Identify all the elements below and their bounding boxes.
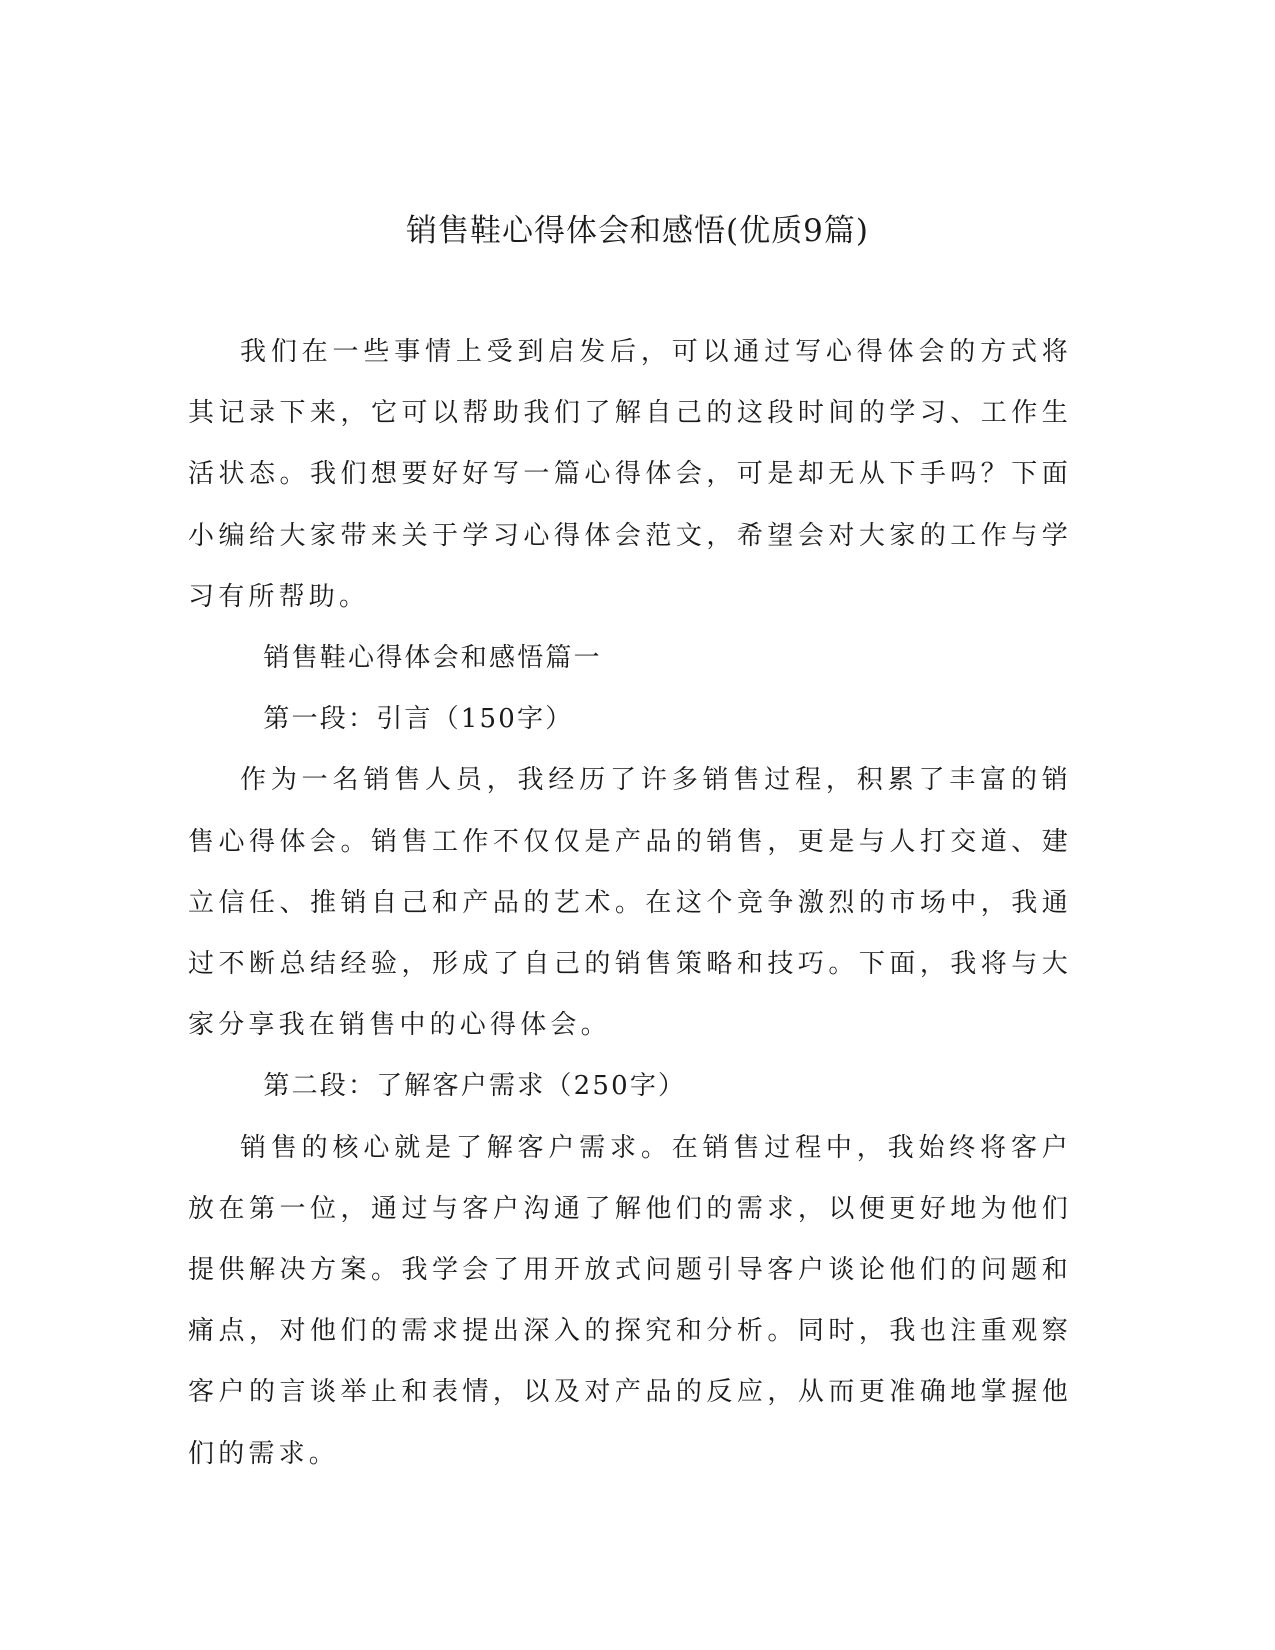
article-title: 销售鞋心得体会和感悟篇一 [263,643,602,674]
document-body [188,322,1072,1485]
document-title: 销售鞋心得体会和感悟(优质9篇) [406,213,869,249]
section2-heading: 第二段：了解客户需求（250字） [263,1071,687,1102]
section2-paragraph: 销售的核心就是了解客户需求。在销售过程中，我始终将客户放在第一位，通过与客户沟通了解他们的需求，以便更好地为他们提供解决方案。我学会了用开放式问题引导客户谈论他们的问题和痛点，对他们的需求提出深入的探究和分析。同时，我也注重观察客户的言谈举止和表情，以及对产品的反应，从而更准确地掌握他们的需求。 [188,1132,1072,1469]
section1-heading: 第一段：引言（150字） [263,704,574,735]
section1-paragraph: 作为一名销售人员，我经历了许多销售过程，积累了丰富的销售心得体会。销售工作不仅仅是产品的销售，更是与人打交道、建立信任、推销自己和产品的艺术。在这个竞争激烈的市场中，我通过不断总结经验，形成了自己的销售策略和技巧。下面，我将与大家分享我在销售中的心得体会。 [188,765,1072,1041]
intro-paragraph: 我们在一些事情上受到启发后，可以通过写心得体会的方式将其记录下来，它可以帮助我们了解自己的这段时间的学习、工作生活状态。我们想要好好写一篇心得体会，可是却无从下手吗？下面小编给大家带来关于学习心得体会范文，希望会对大家的工作与学习有所帮助。 [188,337,1072,612]
